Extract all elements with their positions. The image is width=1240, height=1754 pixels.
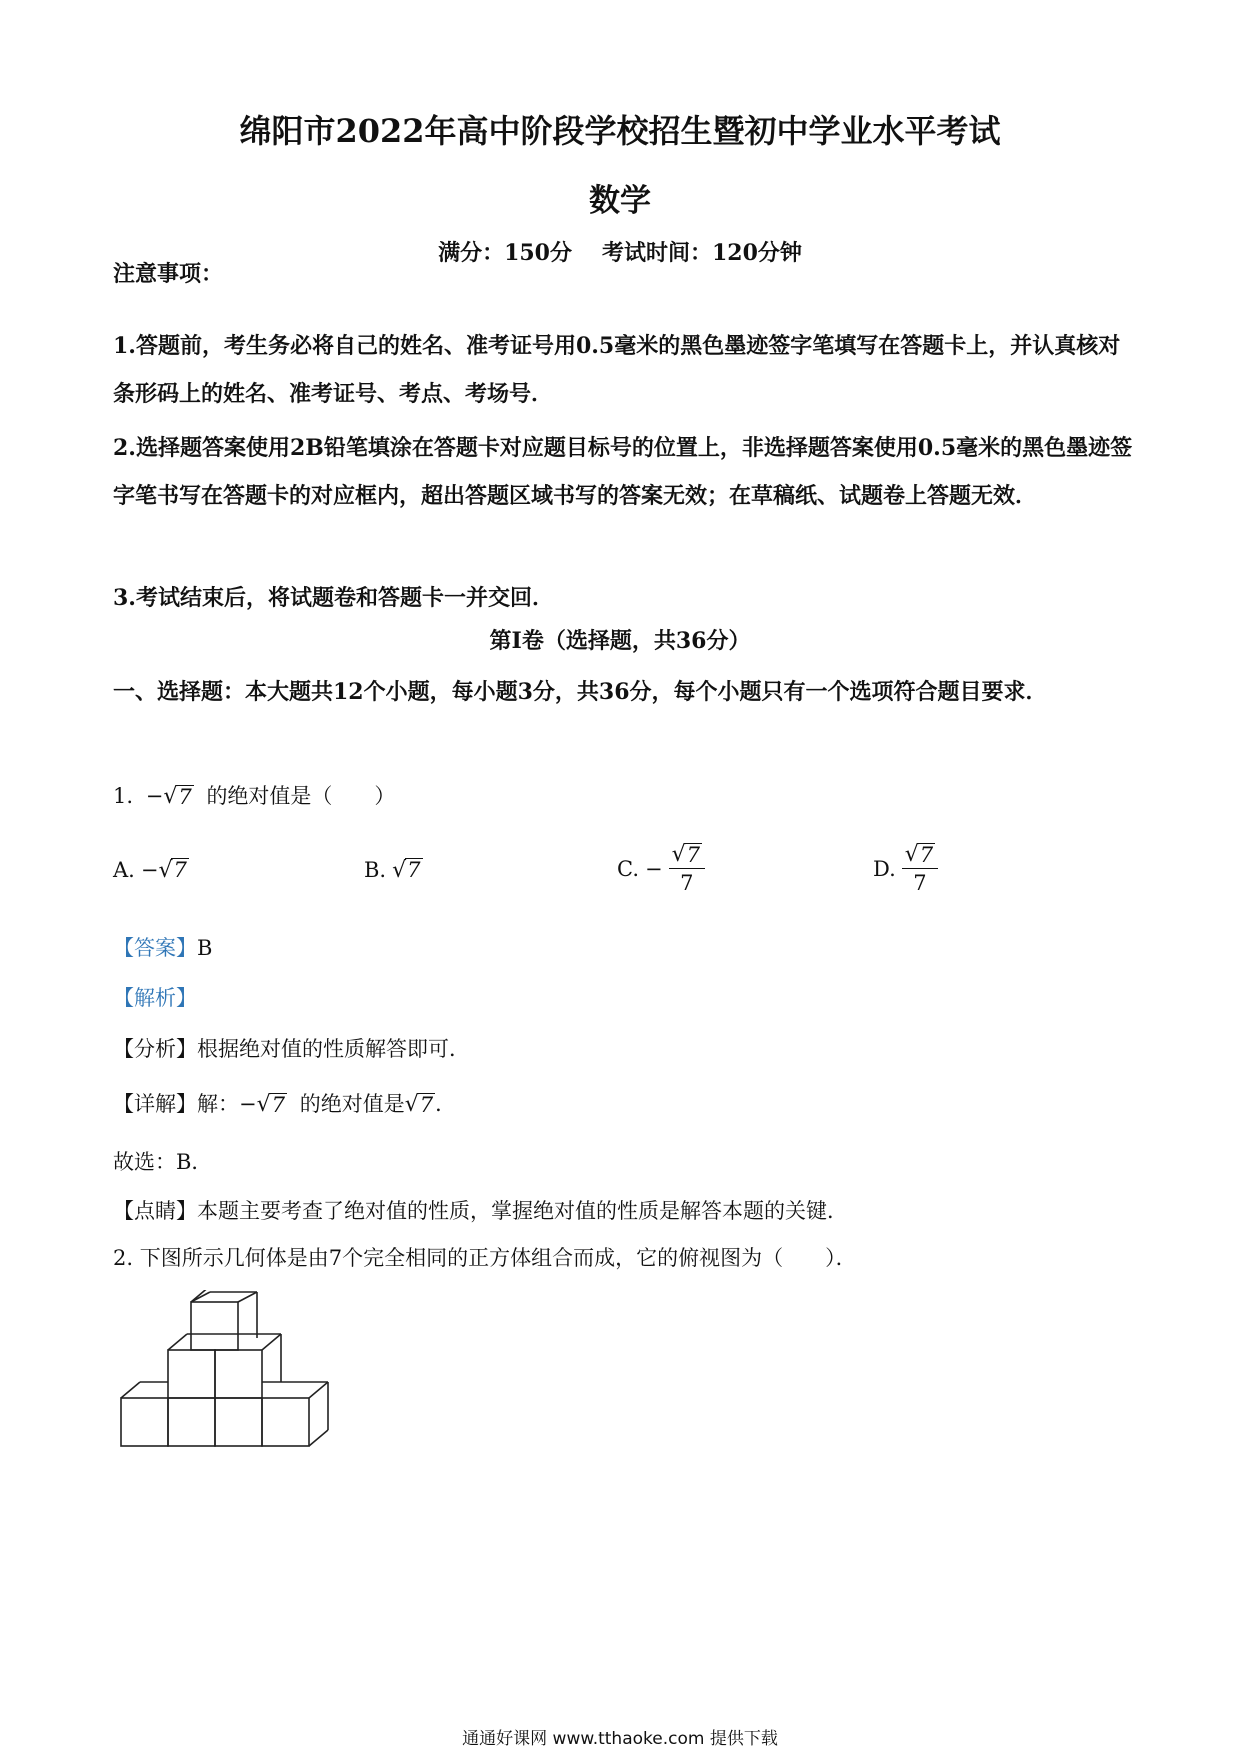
stem-suffix: 的绝对值是（ ） (206, 784, 396, 808)
sqrt-expression: √ 7 (256, 1092, 286, 1117)
choose-line: 故选：B． (113, 1150, 213, 1174)
denominator: 7 (680, 871, 694, 895)
option-d (873, 842, 938, 895)
neg-sign: − (145, 784, 164, 808)
note-3: 3.考试结束后，将试题卷和答题卡一并交回． (113, 585, 554, 611)
neg-sign: − (239, 1092, 257, 1116)
question-number: 1. (113, 784, 134, 808)
answer-value: B (197, 936, 213, 960)
section-title: 第Ⅰ卷（选择题，共36分） (489, 628, 751, 654)
exam-time: 考试时间：120分钟 (602, 240, 802, 266)
sqrt-expression: √ 7 (404, 1092, 434, 1117)
neg-sign: − (140, 858, 159, 882)
detail-end: ． (435, 1092, 457, 1116)
sqrt-expression: √ 7 (392, 857, 421, 883)
part-one-heading: 一、选择题：本大题共12个小题，每小题3分，共36分，每个小题只有一个选项符合题目要求． (113, 679, 1048, 705)
question-1-stem (113, 780, 395, 810)
sqrt-expression: √ 7 (163, 784, 192, 809)
fraction (902, 842, 938, 895)
fraction (669, 842, 705, 895)
option-a (113, 858, 189, 882)
cube-figure (118, 1290, 338, 1464)
comment-line: 【点睛】本题主要考查了绝对值的性质，掌握绝对值的性质是解答本题的关键． (113, 1199, 848, 1223)
sqrt-expression: √ 7 (671, 842, 701, 867)
neg-sign: − (645, 856, 663, 881)
sqrt-expression: √ 7 (158, 857, 187, 883)
note-2: 2.选择题答案使用2B铅笔填涂在答题卡对应题目标号的位置上，非选择题答案使用0.5毫米的黑色墨迹签字笔书写在答题卡的对应框内，超出答题区域书写的答案无效；在草稿纸、试题卷上答题无效． (113, 435, 1133, 509)
answer-tag: 【答案】 (113, 936, 197, 960)
answer-line (113, 932, 212, 962)
detail-line (113, 1088, 456, 1118)
footer-credit: 通通好课网 www.tthaoke.com 提供下载 (462, 1729, 778, 1749)
option-label: D. (873, 856, 896, 881)
detail-prefix: 【详解】解： (113, 1092, 239, 1116)
notes-heading: 注意事项： (113, 261, 224, 287)
cube-figure-drawing (118, 1290, 338, 1460)
sqrt-expression: √ 7 (904, 842, 934, 867)
subject-title: 数学 (589, 183, 651, 219)
note-1: 1.答题前，考生务必将自己的姓名、准考证号用0.5毫米的黑色墨迹签字笔填写在答题卡上，并认真核对条形码上的姓名、准考证号、考点、考场号． (113, 333, 1121, 407)
option-label: A. (113, 858, 135, 882)
option-label: C. (617, 856, 639, 881)
page-title: 绵阳市2022年高中阶段学校招生暨初中学业水平考试 (239, 112, 1001, 150)
option-c (617, 842, 705, 895)
full-score: 满分：150分 (438, 240, 572, 266)
analysis-line: 【分析】根据绝对值的性质解答即可． (113, 1037, 470, 1061)
denominator: 7 (913, 871, 927, 895)
analysis-tag: 【解析】 (113, 986, 197, 1010)
detail-mid: 的绝对值是 (299, 1092, 405, 1116)
question-2-stem: 2. 下图所示几何体是由7个完全相同的正方体组合而成，它的俯视图为（ ）． (113, 1246, 857, 1270)
option-label: B. (364, 858, 387, 882)
option-b (364, 858, 423, 882)
